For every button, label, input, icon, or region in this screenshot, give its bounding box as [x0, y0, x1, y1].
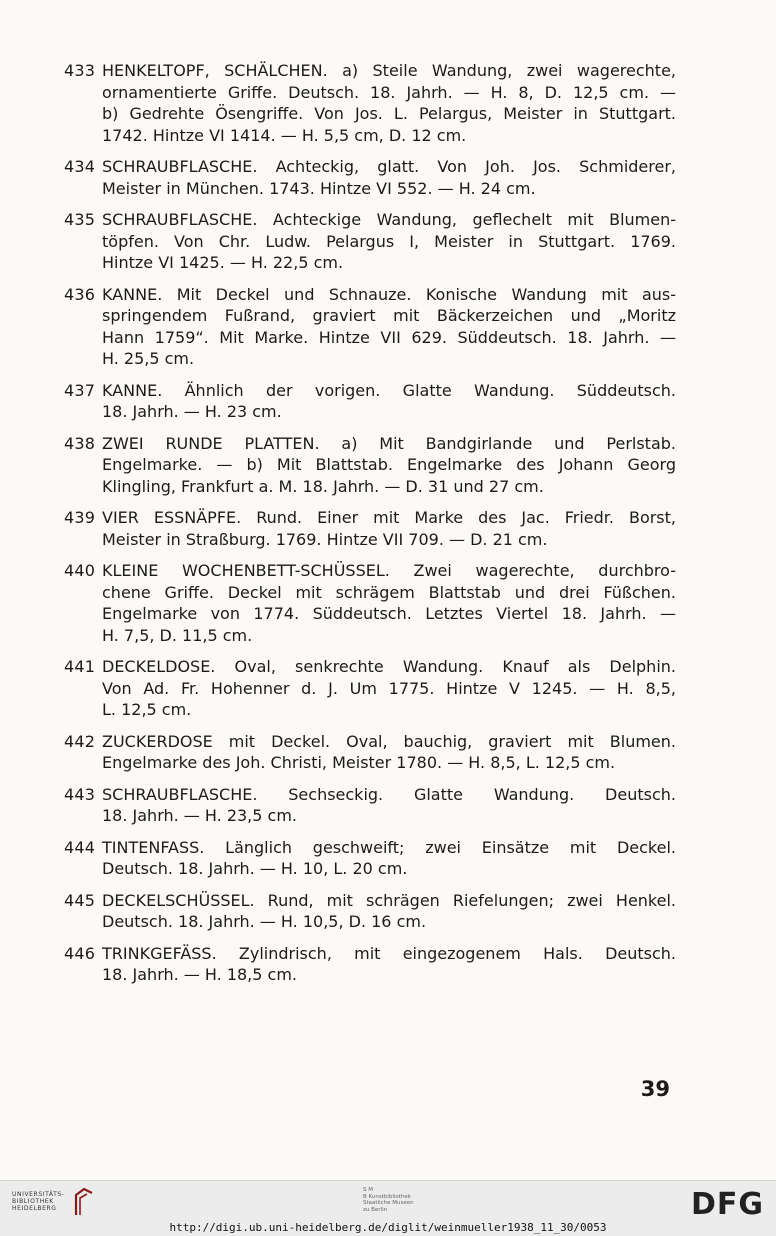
entry-line: Engelmarke von 1774. Süddeutsch. Letztes Viertel 18. Jahrh. — [102, 604, 676, 623]
catalog-entries [64, 60, 676, 996]
library-line: UNIVERSITÄTS- [12, 1191, 65, 1198]
entry-description [102, 507, 676, 550]
catalog-entry [64, 284, 676, 370]
entry-line: Klingling, Frankfurt a. M. 18. Jahrh. — D. 31 und 27 cm. [102, 476, 544, 496]
entry-description [102, 656, 676, 721]
entry-description [102, 60, 676, 146]
catalog-entry [64, 656, 676, 721]
catalog-entry [64, 731, 676, 774]
catalog-entry [64, 380, 676, 423]
entry-description [102, 209, 676, 274]
library-logo-icon [72, 1185, 94, 1219]
catalog-entry [64, 433, 676, 498]
entry-description [102, 284, 676, 370]
entry-line: Hintze VI 1425. — H. 22,5 cm. [102, 253, 344, 272]
entry-description [102, 380, 676, 423]
entry-line: KLEINE WOCHENBETT-SCHÜSSEL. Zwei wagerechte, durchbro- [102, 561, 676, 580]
entry-line: SCHRAUBFLASCHE. Achteckige Wandung, geflechelt mit Blumen- [102, 210, 676, 229]
entry-line: SCHRAUBFLASCHE. Sechseckig. Glatte Wandung. Deutsch. [102, 784, 676, 804]
entry-number: 444 [64, 837, 96, 857]
entry-line: 18. Jahrh. — H. 18,5 cm. [102, 965, 297, 984]
page-number: 39 [640, 1077, 670, 1101]
entry-line: KANNE. Mit Deckel und Schnauze. Konische Wandung mit aus- [102, 284, 676, 304]
entry-description [102, 943, 676, 986]
stamp-line: B Kunstbibliothek [363, 1193, 411, 1200]
entry-line: H. 25,5 cm. [102, 349, 195, 368]
entry-number: 438 [64, 433, 96, 453]
entry-description [102, 890, 676, 933]
entry-description [102, 560, 676, 646]
catalog-entry [64, 560, 676, 646]
entry-description [102, 784, 676, 827]
catalog-entry [64, 209, 676, 274]
catalog-entry [64, 837, 676, 880]
entry-line: Meister in München. 1743. Hintze VI 552. — H. 24 cm. [102, 178, 536, 198]
entry-description [102, 433, 676, 498]
entry-number: 446 [64, 943, 96, 963]
entry-line: Engelmarke des Joh. Christi, Meister 1780. — H. 8,5, L. 12,5 cm. [102, 753, 616, 772]
entry-number: 440 [64, 561, 96, 580]
entry-line: DECKELDOSE. Oval, senkrechte Wandung. Knauf als Delphin. [102, 657, 676, 676]
entry-line: L. 12,5 cm. [102, 700, 192, 719]
entry-line: 1742. Hintze VI 1414. — H. 5,5 cm, D. 12 cm. [102, 125, 467, 145]
stamp-line: zu Berlin [363, 1206, 388, 1213]
entry-line: 18. Jahrh. — H. 23 cm. [102, 402, 282, 421]
entry-line: 18. Jahrh. — H. 23,5 cm. [102, 806, 297, 825]
dfg-logo: DFG [690, 1187, 764, 1222]
entry-line: Deutsch. 18. Jahrh. — H. 10, L. 20 cm. [102, 859, 408, 878]
entry-number: 434 [64, 157, 96, 176]
entry-line: SCHRAUBFLASCHE. Achteckig, glatt. Von Joh. Jos. Schmiderer, [102, 157, 676, 176]
entry-line: chene Griffe. Deckel mit schrägem Blattstab und drei Füßchen. [102, 582, 676, 602]
entry-number: 437 [64, 380, 96, 400]
entry-number: 443 [64, 784, 96, 804]
entry-line: Deutsch. 18. Jahrh. — H. 10,5, D. 16 cm. [102, 912, 427, 931]
viewer-footer [0, 1180, 776, 1236]
entry-line: Hann 1759“. Mit Marke. Hintze VII 629. Süddeutsch. 18. Jahrh. — [102, 327, 676, 347]
entry-description [102, 156, 676, 199]
entry-description [102, 837, 676, 880]
library-line: HEIDELBERG [12, 1205, 57, 1212]
entry-line: Von Ad. Fr. Hohenner d. J. Um 1775. Hintze V 1245. — H. 8,5, [102, 678, 676, 698]
entry-line: ZWEI RUNDE PLATTEN. a) Mit Bandgirlande und Perlstab. [102, 433, 676, 453]
entry-number: 435 [64, 210, 96, 229]
entry-line: VIER ESSNÄPFE. Rund. Einer mit Marke des Jac. Friedr. Borst, [102, 508, 676, 527]
entry-line: DECKELSCHÜSSEL. Rund, mit schrägen Riefelungen; zwei Henkel. [102, 890, 676, 910]
entry-line: töpfen. Von Chr. Ludw. Pelargus I, Meister in Stuttgart. 1769. [102, 231, 676, 251]
entry-number: 433 [64, 61, 96, 80]
catalog-entry [64, 156, 676, 199]
entry-number: 442 [64, 731, 96, 751]
catalog-entry [64, 943, 676, 986]
source-url-link[interactable]: http://digi.ub.uni-heidelberg.de/diglit/weinmueller1938_11_30/0053 [169, 1221, 607, 1234]
museum-stamp [363, 1187, 443, 1213]
entry-line: KANNE. Ähnlich der vorigen. Glatte Wandung. Süddeutsch. [102, 380, 676, 400]
stamp-line: S M [363, 1187, 373, 1193]
library-line: BIBLIOTHEK [12, 1198, 54, 1205]
catalog-entry [64, 784, 676, 827]
entry-number: 445 [64, 890, 96, 910]
catalog-entry [64, 60, 676, 146]
entry-line: b) Gedrehte Ösengriffe. Von Jos. L. Pelargus, Meister in Stuttgart. [102, 104, 676, 123]
entry-line: Meister in Straßburg. 1769. Hintze VII 709. — D. 21 cm. [102, 529, 548, 549]
catalog-entry [64, 507, 676, 550]
entry-line: HENKELTOPF, SCHÄLCHEN. a) Steile Wandung, zwei wagerechte, [102, 61, 676, 80]
stamp-line: Staatliche Museen [363, 1200, 414, 1206]
entry-number: 441 [64, 657, 96, 676]
catalog-entry [64, 890, 676, 933]
entry-line: H. 7,5, D. 11,5 cm. [102, 625, 253, 645]
entry-line: ZUCKERDOSE mit Deckel. Oval, bauchig, graviert mit Blumen. [102, 731, 676, 751]
entry-description [102, 731, 676, 774]
entry-number: 439 [64, 508, 96, 527]
entry-line: TRINKGEFÄSS. Zylindrisch, mit eingezogenem Hals. Deutsch. [102, 943, 676, 963]
entry-line: springendem Fußrand, graviert mit Bäckerzeichen und „Moritz [102, 306, 676, 325]
entry-line: Engelmarke. — b) Mit Blattstab. Engelmarke des Johann Georg [102, 455, 676, 474]
entry-line: ornamentierte Griffe. Deutsch. 18. Jahrh. — H. 8, D. 12,5 cm. — [102, 82, 676, 102]
entry-line: TINTENFASS. Länglich geschweift; zwei Einsätze mit Deckel. [102, 837, 676, 857]
entry-number: 436 [64, 284, 96, 304]
